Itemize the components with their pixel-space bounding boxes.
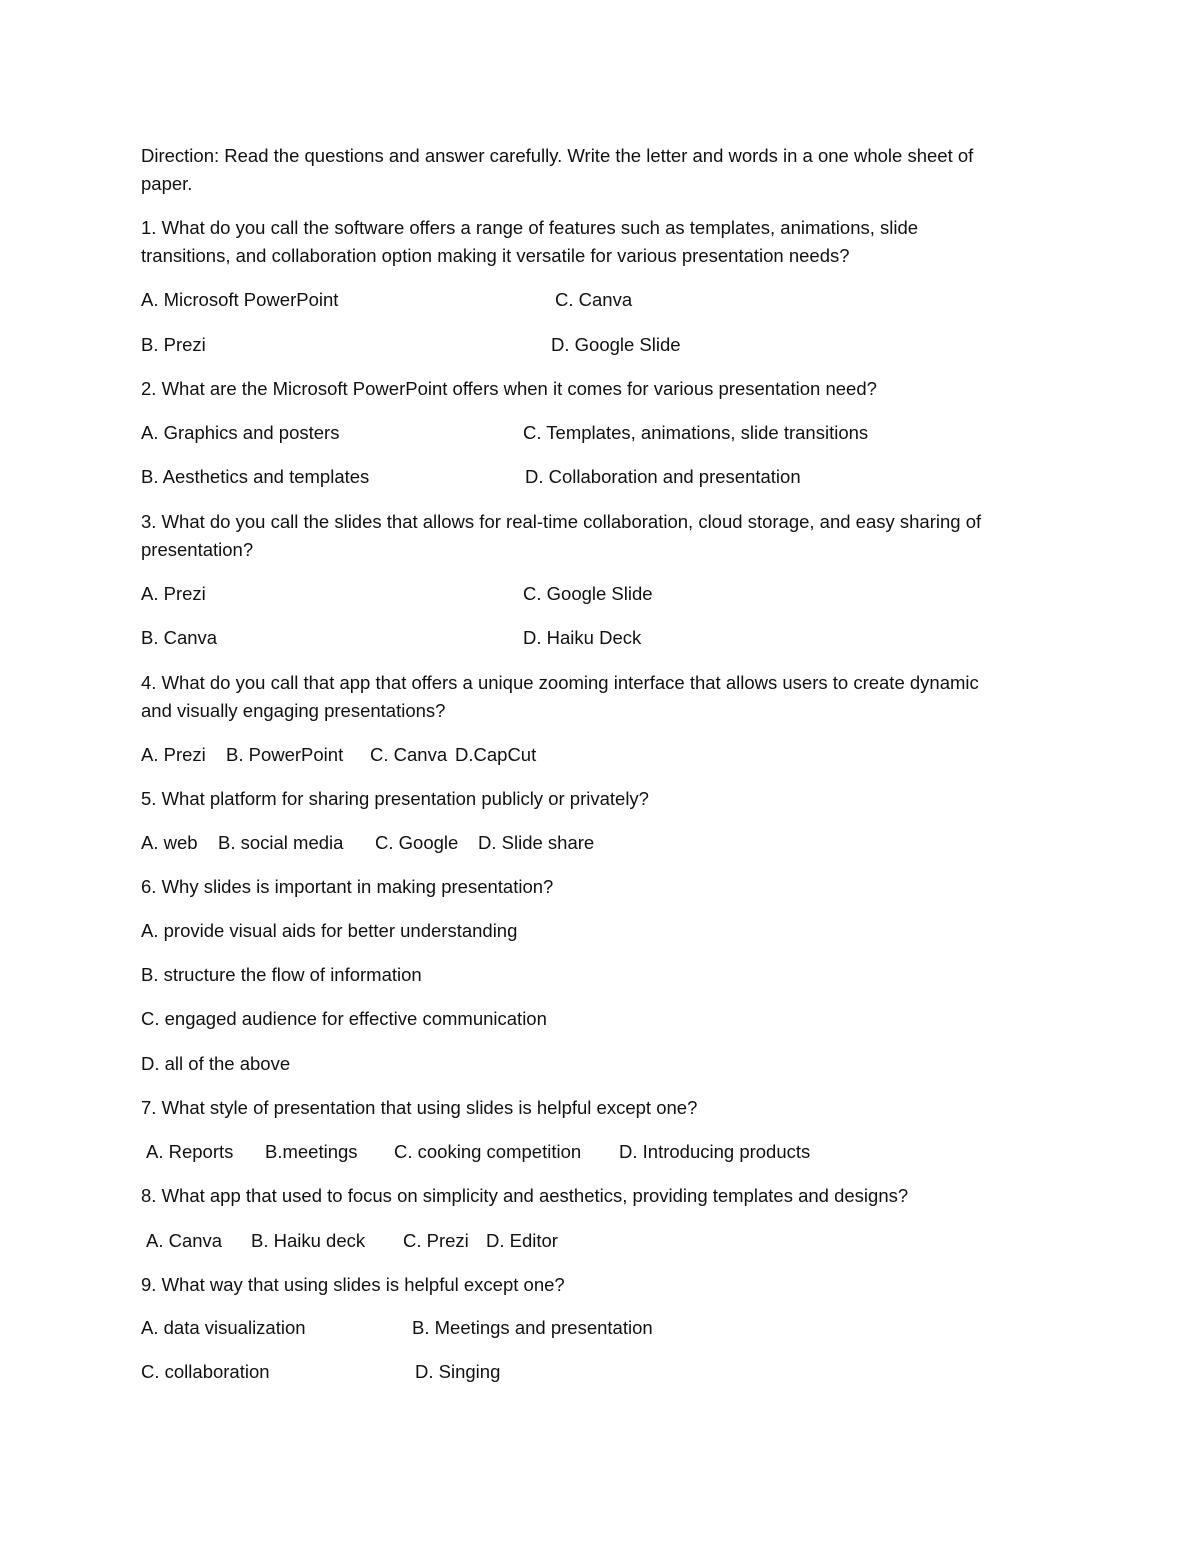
question-4-option-d: D.CapCut (455, 744, 537, 765)
question-4-option-c: C. Canva (370, 744, 448, 765)
question-5-line-1: 5. What platform for sharing presentation publicly or privately? (141, 788, 649, 809)
question-9-option-b: B. Meetings and presentation (412, 1317, 653, 1338)
question-7-option-b: B.meetings (265, 1141, 358, 1162)
question-5-option-d: D. Slide share (478, 832, 595, 853)
question-6-option-a: A. provide visual aids for better understanding (141, 920, 518, 941)
question-1-option-b: B. Prezi (141, 334, 206, 355)
question-8-option-c: C. Prezi (403, 1230, 469, 1251)
direction-line-2: paper. (141, 173, 193, 194)
question-8-line-1: 8. What app that used to focus on simplicity and aesthetics, providing templates and designs? (141, 1185, 909, 1206)
question-2-option-c: C. Templates, animations, slide transitions (523, 422, 869, 443)
question-5-option-a: A. web (141, 832, 198, 853)
question-1-line-2: transitions, and collaboration option making it versatile for various presentation needs? (141, 245, 850, 266)
question-3-option-d: D. Haiku Deck (523, 627, 642, 648)
question-3-line-1: 3. What do you call the slides that allows for real-time collaboration, cloud storage, and easy sharing of (141, 511, 982, 532)
question-4-option-b: B. PowerPoint (226, 744, 344, 765)
question-1-option-d: D. Google Slide (551, 334, 681, 355)
question-4-line-2: and visually engaging presentations? (141, 700, 446, 721)
question-3-line-2: presentation? (141, 539, 254, 560)
question-4-option-a: A. Prezi (141, 744, 206, 765)
question-6-option-c: C. engaged audience for effective communication (141, 1008, 547, 1029)
question-4-line-1: 4. What do you call that app that offers a unique zooming interface that allows users to create dynamic (141, 672, 979, 693)
direction-line-1: Direction: Read the questions and answer carefully. Write the letter and words in a one whole sheet of (141, 145, 974, 166)
question-7-option-d: D. Introducing products (619, 1141, 811, 1162)
question-1-option-c: C. Canva (555, 289, 633, 310)
question-9-line-1: 9. What way that using slides is helpful except one? (141, 1274, 565, 1295)
question-2-line-1: 2. What are the Microsoft PowerPoint offers when it comes for various presentation need? (141, 378, 877, 399)
question-9-option-a: A. data visualization (141, 1317, 306, 1338)
question-3-option-c: C. Google Slide (523, 583, 653, 604)
question-9-option-d: D. Singing (415, 1361, 501, 1382)
question-8-option-d: D. Editor (486, 1230, 558, 1251)
question-5-option-b: B. social media (218, 832, 344, 853)
question-8-option-b: B. Haiku deck (251, 1230, 366, 1251)
question-3-option-b: B. Canva (141, 627, 218, 648)
question-7-option-c: C. cooking competition (394, 1141, 582, 1162)
question-1-option-a: A. Microsoft PowerPoint (141, 289, 339, 310)
question-2-option-a: A. Graphics and posters (141, 422, 340, 443)
question-3-option-a: A. Prezi (141, 583, 206, 604)
question-6-option-b: B. structure the flow of information (141, 964, 422, 985)
question-2-option-d: D. Collaboration and presentation (525, 466, 801, 487)
question-9-option-c: C. collaboration (141, 1361, 270, 1382)
question-6-line-1: 6. Why slides is important in making presentation? (141, 876, 554, 897)
question-2-option-b: B. Aesthetics and templates (141, 466, 370, 487)
question-7-option-a: A. Reports (146, 1141, 234, 1162)
question-1-line-1: 1. What do you call the software offers a range of features such as templates, animations, slide (141, 217, 919, 238)
question-7-line-1: 7. What style of presentation that using slides is helpful except one? (141, 1097, 698, 1118)
question-6-option-d: D. all of the above (141, 1053, 291, 1074)
question-8-option-a: A. Canva (146, 1230, 223, 1251)
question-5-option-c: C. Google (375, 832, 459, 853)
